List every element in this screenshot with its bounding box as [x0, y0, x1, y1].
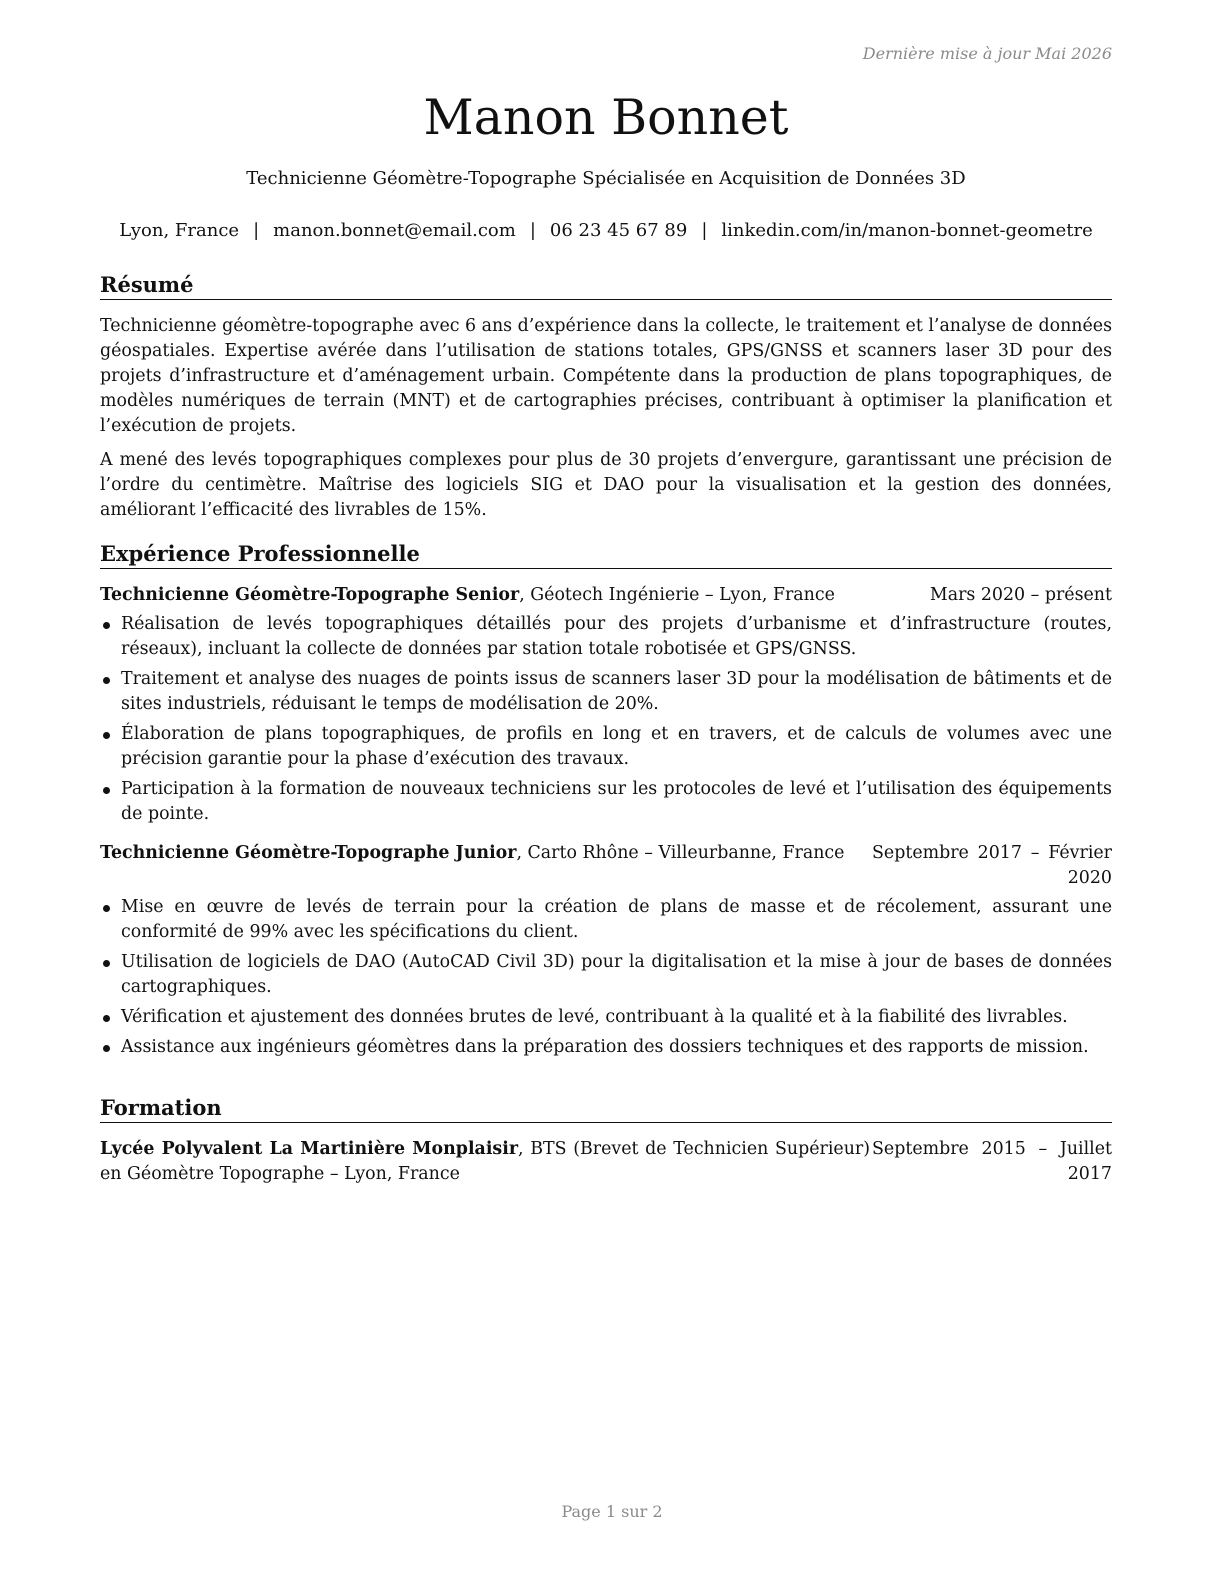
- bullet-icon: [103, 732, 110, 739]
- bullet-icon: [103, 1015, 110, 1022]
- experience-title: Expérience Professionnelle: [100, 541, 1112, 569]
- summary-paragraph: A mené des levés topographiques complexes pour plus de 30 projets d’envergure, garantissant une précision de l’ordre du centimètre. Maîtrise des logiciels SIG et DAO pour la visualisation et la gestion des données, améliorant l’efficacité des livrables de 15%.: [100, 450, 1112, 520]
- bullet-text: Participation à la formation de nouveaux techniciens sur les protocoles de levé et l’utilisation des équipements de pointe.: [121, 779, 1112, 824]
- candidate-headline: Technicienne Géomètre-Topographe Spécialisée en Acquisition de Données 3D: [246, 168, 966, 189]
- bullet-icon: [103, 787, 110, 794]
- contact-linkedin[interactable]: linkedin.com/in/manon-bonnet-geometre: [721, 220, 1093, 241]
- job-dates: Mars 2020 – présent: [929, 585, 1112, 605]
- job-header: [100, 841, 1112, 891]
- bullet-text: Mise en œuvre de levés de terrain pour la création de plans de masse et de récolement, assurant une conformité de 99% avec les spécifications du client.: [121, 897, 1112, 942]
- job-role: Technicienne Géomètre-Topographe Junior: [100, 843, 517, 863]
- job-entry: [100, 841, 1112, 1060]
- bullet-icon: [103, 960, 110, 967]
- job-dates: Septembre 2017 – Février 2020: [872, 843, 1112, 888]
- bullet-icon: [103, 622, 110, 629]
- page-number: Page 1 sur 2: [561, 1502, 663, 1521]
- list-item: [100, 667, 1112, 717]
- summary-paragraph: Technicienne géomètre-topographe avec 6 ans d’expérience dans la collecte, le traitement et l’analyse de données géospatiales. Expertise avérée dans l’utilisation de stations totales, GPS/GNSS et scanners laser 3D pour des projets d’infrastructure et d’aménagement urbain. Compétente dans la production de plans topographiques, de modèles numériques de terrain (MNT) et de cartographies précises, contribuant à optimiser la planification et l’exécution de projets.: [100, 316, 1112, 436]
- list-item: [100, 1035, 1112, 1060]
- education-title: Formation: [100, 1095, 1112, 1123]
- contact-separator: |: [529, 220, 536, 241]
- job-bullets: [100, 612, 1112, 827]
- job-entry: [100, 583, 1112, 827]
- education-degree: , BTS (Brevet de Technicien Supérieur) en Géomètre Topographe – Lyon, France: [100, 1139, 871, 1184]
- education-entry: [100, 1137, 1112, 1187]
- contact-phone: 06 23 45 67 89: [549, 220, 688, 241]
- bullet-icon: [103, 677, 110, 684]
- bullet-icon: [103, 905, 110, 912]
- candidate-name: Manon Bonnet: [423, 89, 789, 146]
- list-item: [100, 1005, 1112, 1030]
- bullet-text: Assistance aux ingénieurs géomètres dans la préparation des dossiers techniques et des rapports de mission.: [121, 1037, 1089, 1057]
- summary-title: Résumé: [100, 272, 1112, 300]
- contact-line: [100, 219, 1112, 243]
- resume-page: [100, 0, 1112, 1584]
- bullet-icon: [103, 1045, 110, 1052]
- list-item: [100, 722, 1112, 772]
- bullet-text: Traitement et analyse des nuages de points issus de scanners laser 3D pour la modélisation de bâtiments et de sites industriels, réduisant le temps de modélisation de 20%.: [121, 669, 1112, 714]
- experience-section: [100, 541, 1112, 1074]
- job-company: , Géotech Ingénierie – Lyon, France: [519, 585, 835, 605]
- summary-section: [100, 272, 1112, 532]
- bullet-text: Utilisation de logiciels de DAO (AutoCAD Civil 3D) pour la digitalisation et la mise à jour de bases de données cartographiques.: [121, 952, 1112, 997]
- education-section: [100, 1095, 1112, 1187]
- bullet-text: Élaboration de plans topographiques, de profils en long et en travers, et de calculs de volumes avec une précision garantie pour la phase d’exécution des travaux.: [121, 724, 1112, 769]
- list-item: [100, 895, 1112, 945]
- list-item: [100, 950, 1112, 1000]
- education-school: Lycée Polyvalent La Martinière Monplaisir: [100, 1139, 518, 1159]
- list-item: [100, 777, 1112, 827]
- list-item: [100, 612, 1112, 662]
- contact-separator: |: [253, 220, 260, 241]
- contact-separator: |: [701, 220, 708, 241]
- job-role: Technicienne Géomètre-Topographe Senior: [100, 585, 520, 605]
- job-company: , Carto Rhône – Villeurbanne, France: [516, 843, 845, 863]
- bullet-text: Vérification et ajustement des données brutes de levé, contribuant à la qualité et à la fiabilité des livrables.: [121, 1007, 1068, 1027]
- job-header: [100, 583, 1112, 608]
- last-updated: Dernière mise à jour Mai 2026: [862, 44, 1112, 63]
- contact-email[interactable]: manon.bonnet@email.com: [273, 220, 516, 241]
- bullet-text: Réalisation de levés topographiques détaillés pour des projets d’urbanisme et d’infrastructure (routes, réseaux), incluant la collecte de données par station totale robotisée et GPS/GNSS.: [121, 614, 1112, 659]
- job-bullets: [100, 895, 1112, 1060]
- education-dates: Septembre 2015 – Juillet 2017: [872, 1139, 1112, 1184]
- contact-location: Lyon, France: [119, 220, 240, 241]
